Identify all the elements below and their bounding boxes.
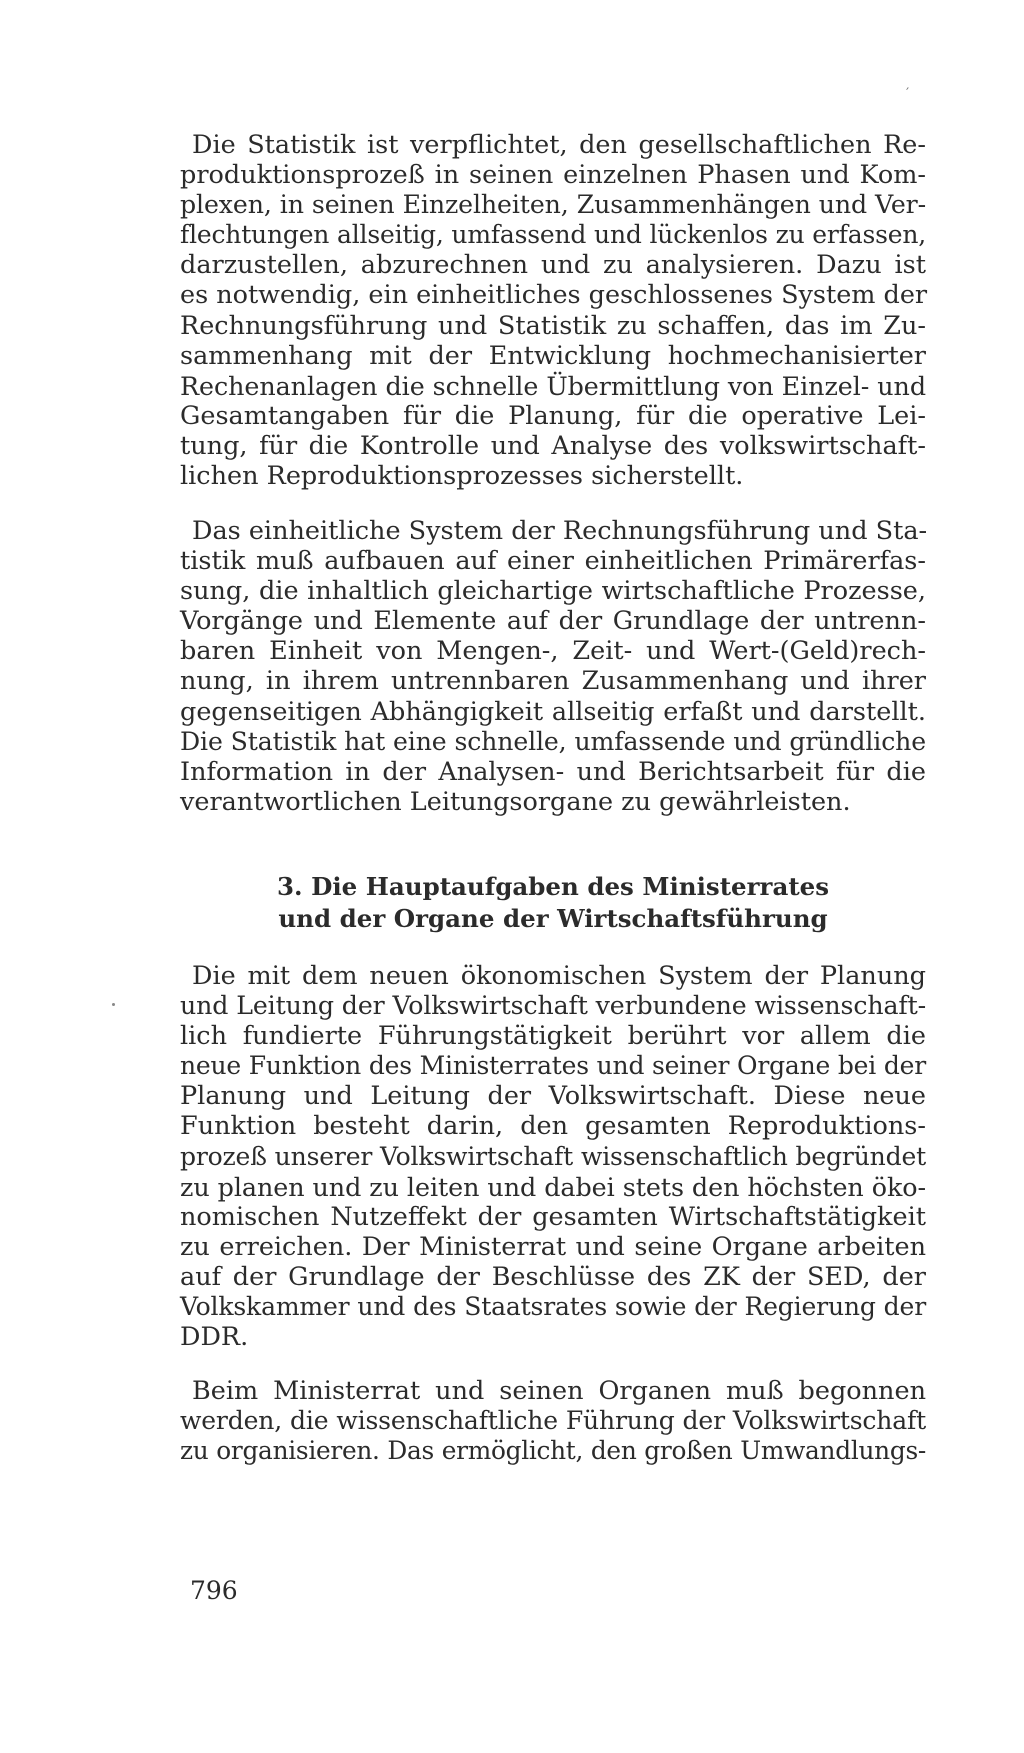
paragraph-4 — [180, 1376, 926, 1466]
text-line: Information in der Analysen- und Berichtsarbeit für die — [180, 756, 926, 787]
text-line: lich fundierte Führungstätigkeit berührt vor allem die — [180, 1021, 926, 1052]
text-line: Die Statistik hat eine schnelle, umfassende und gründliche — [180, 726, 926, 756]
text-line: Gesamtangaben für die Planung, für die operative Lei- — [180, 400, 926, 431]
text-line: sammenhang mit der Entwicklung hochmechanisierter — [180, 340, 926, 371]
text-line: plexen, in seinen Einzelheiten, Zusammenhängen und Ver- — [180, 190, 926, 220]
text-line: sung, die inhaltlich gleichartige wirtschaftliche Prozesse, — [180, 576, 926, 607]
text-line: und Leitung der Volkswirtschaft verbundene wissenschaft- — [180, 991, 926, 1021]
text-line: flechtungen allseitig, umfassend und lückenlos zu erfassen, — [180, 220, 926, 250]
text-line: zu organisieren. Das ermöglicht, den großen Umwandlungs- — [180, 1436, 926, 1466]
text-line: tung, für die Kontrolle und Analyse des volkswirtschaft- — [180, 430, 926, 461]
text-line: baren Einheit von Mengen-, Zeit- und Wert-(Geld)rech- — [180, 636, 926, 667]
text-line: Funktion besteht darin, den gesamten Reproduktions- — [180, 1111, 926, 1142]
section-heading-line: 3. Die Hauptaufgaben des Ministerrates — [276, 872, 830, 901]
text-line: nung, in ihrem untrennbaren Zusammenhang und ihrer — [180, 666, 926, 697]
text-line: Beim Ministerrat und seinen Organen muß begonnen — [192, 1376, 926, 1406]
text-line: Volkskammer und des Staatsrates sowie der Regierung der — [180, 1292, 926, 1322]
text-line: Die Statistik ist verpflichtet, den gesellschaftlichen Re- — [192, 130, 926, 160]
text-line: es notwendig, ein einheitliches geschlossenes System der — [180, 280, 928, 311]
text-line: darzustellen, abzurechnen und zu analysieren. Dazu ist — [180, 250, 926, 281]
paragraph-1 — [180, 130, 926, 491]
text-line: nomischen Nutzeffekt der gesamten Wirtschaftstätigkeit — [180, 1201, 926, 1232]
text-line: tistik muß aufbauen auf einer einheitlichen Primärerfas- — [180, 546, 926, 577]
text-line: Vorgänge und Elemente auf der Grundlage der untrenn- — [180, 606, 926, 637]
margin-speck — [112, 1003, 115, 1006]
text-line: verantwortlichen Leitungsorgane zu gewährleisten. — [180, 786, 851, 817]
text-line: Rechenanlagen die schnelle Übermittlung von Einzel- und — [180, 370, 926, 401]
text-line: auf der Grundlage der Beschlüsse des ZK der SED, der — [180, 1261, 926, 1292]
text-line: gegenseitigen Abhängigkeit allseitig erfaßt und darstellt. — [180, 696, 926, 727]
text-line: lichen Reproduktionsprozesses sicherstellt. — [180, 461, 744, 492]
text-line: prozeß unserer Volkswirtschaft wissenschaftlich begründet — [180, 1141, 926, 1171]
text-line: zu planen und zu leiten und dabei stets den höchsten öko- — [180, 1171, 927, 1202]
text-line: DDR. — [180, 1322, 249, 1353]
page-number: 796 — [190, 1576, 238, 1605]
text-line: zu erreichen. Der Ministerrat und seine Organe arbeiten — [180, 1231, 926, 1262]
paragraph-3 — [180, 961, 926, 1352]
text-line: Rechnungsführung und Statistik zu schaffen, das im Zu- — [180, 310, 926, 341]
text-line: neue Funktion des Ministerrates und seiner Organe bei der — [180, 1051, 926, 1081]
section-heading-line: und der Organe der Wirtschaftsführung — [278, 904, 828, 933]
text-line: werden, die wissenschaftliche Führung der Volkswirtschaft — [180, 1406, 926, 1436]
paragraph-2 — [180, 516, 926, 817]
text-line: produktionsprozeß in seinen einzelnen Phasen und Kom- — [180, 160, 926, 191]
text-line: Das einheitliche System der Rechnungsführung und Sta- — [192, 516, 928, 546]
text-line: Die mit dem neuen ökonomischen System der Planung — [192, 961, 926, 991]
text-line: Planung und Leitung der Volkswirtschaft. Diese neue — [180, 1081, 926, 1112]
section-heading — [180, 871, 926, 935]
corner-mark: ′ — [906, 86, 910, 102]
